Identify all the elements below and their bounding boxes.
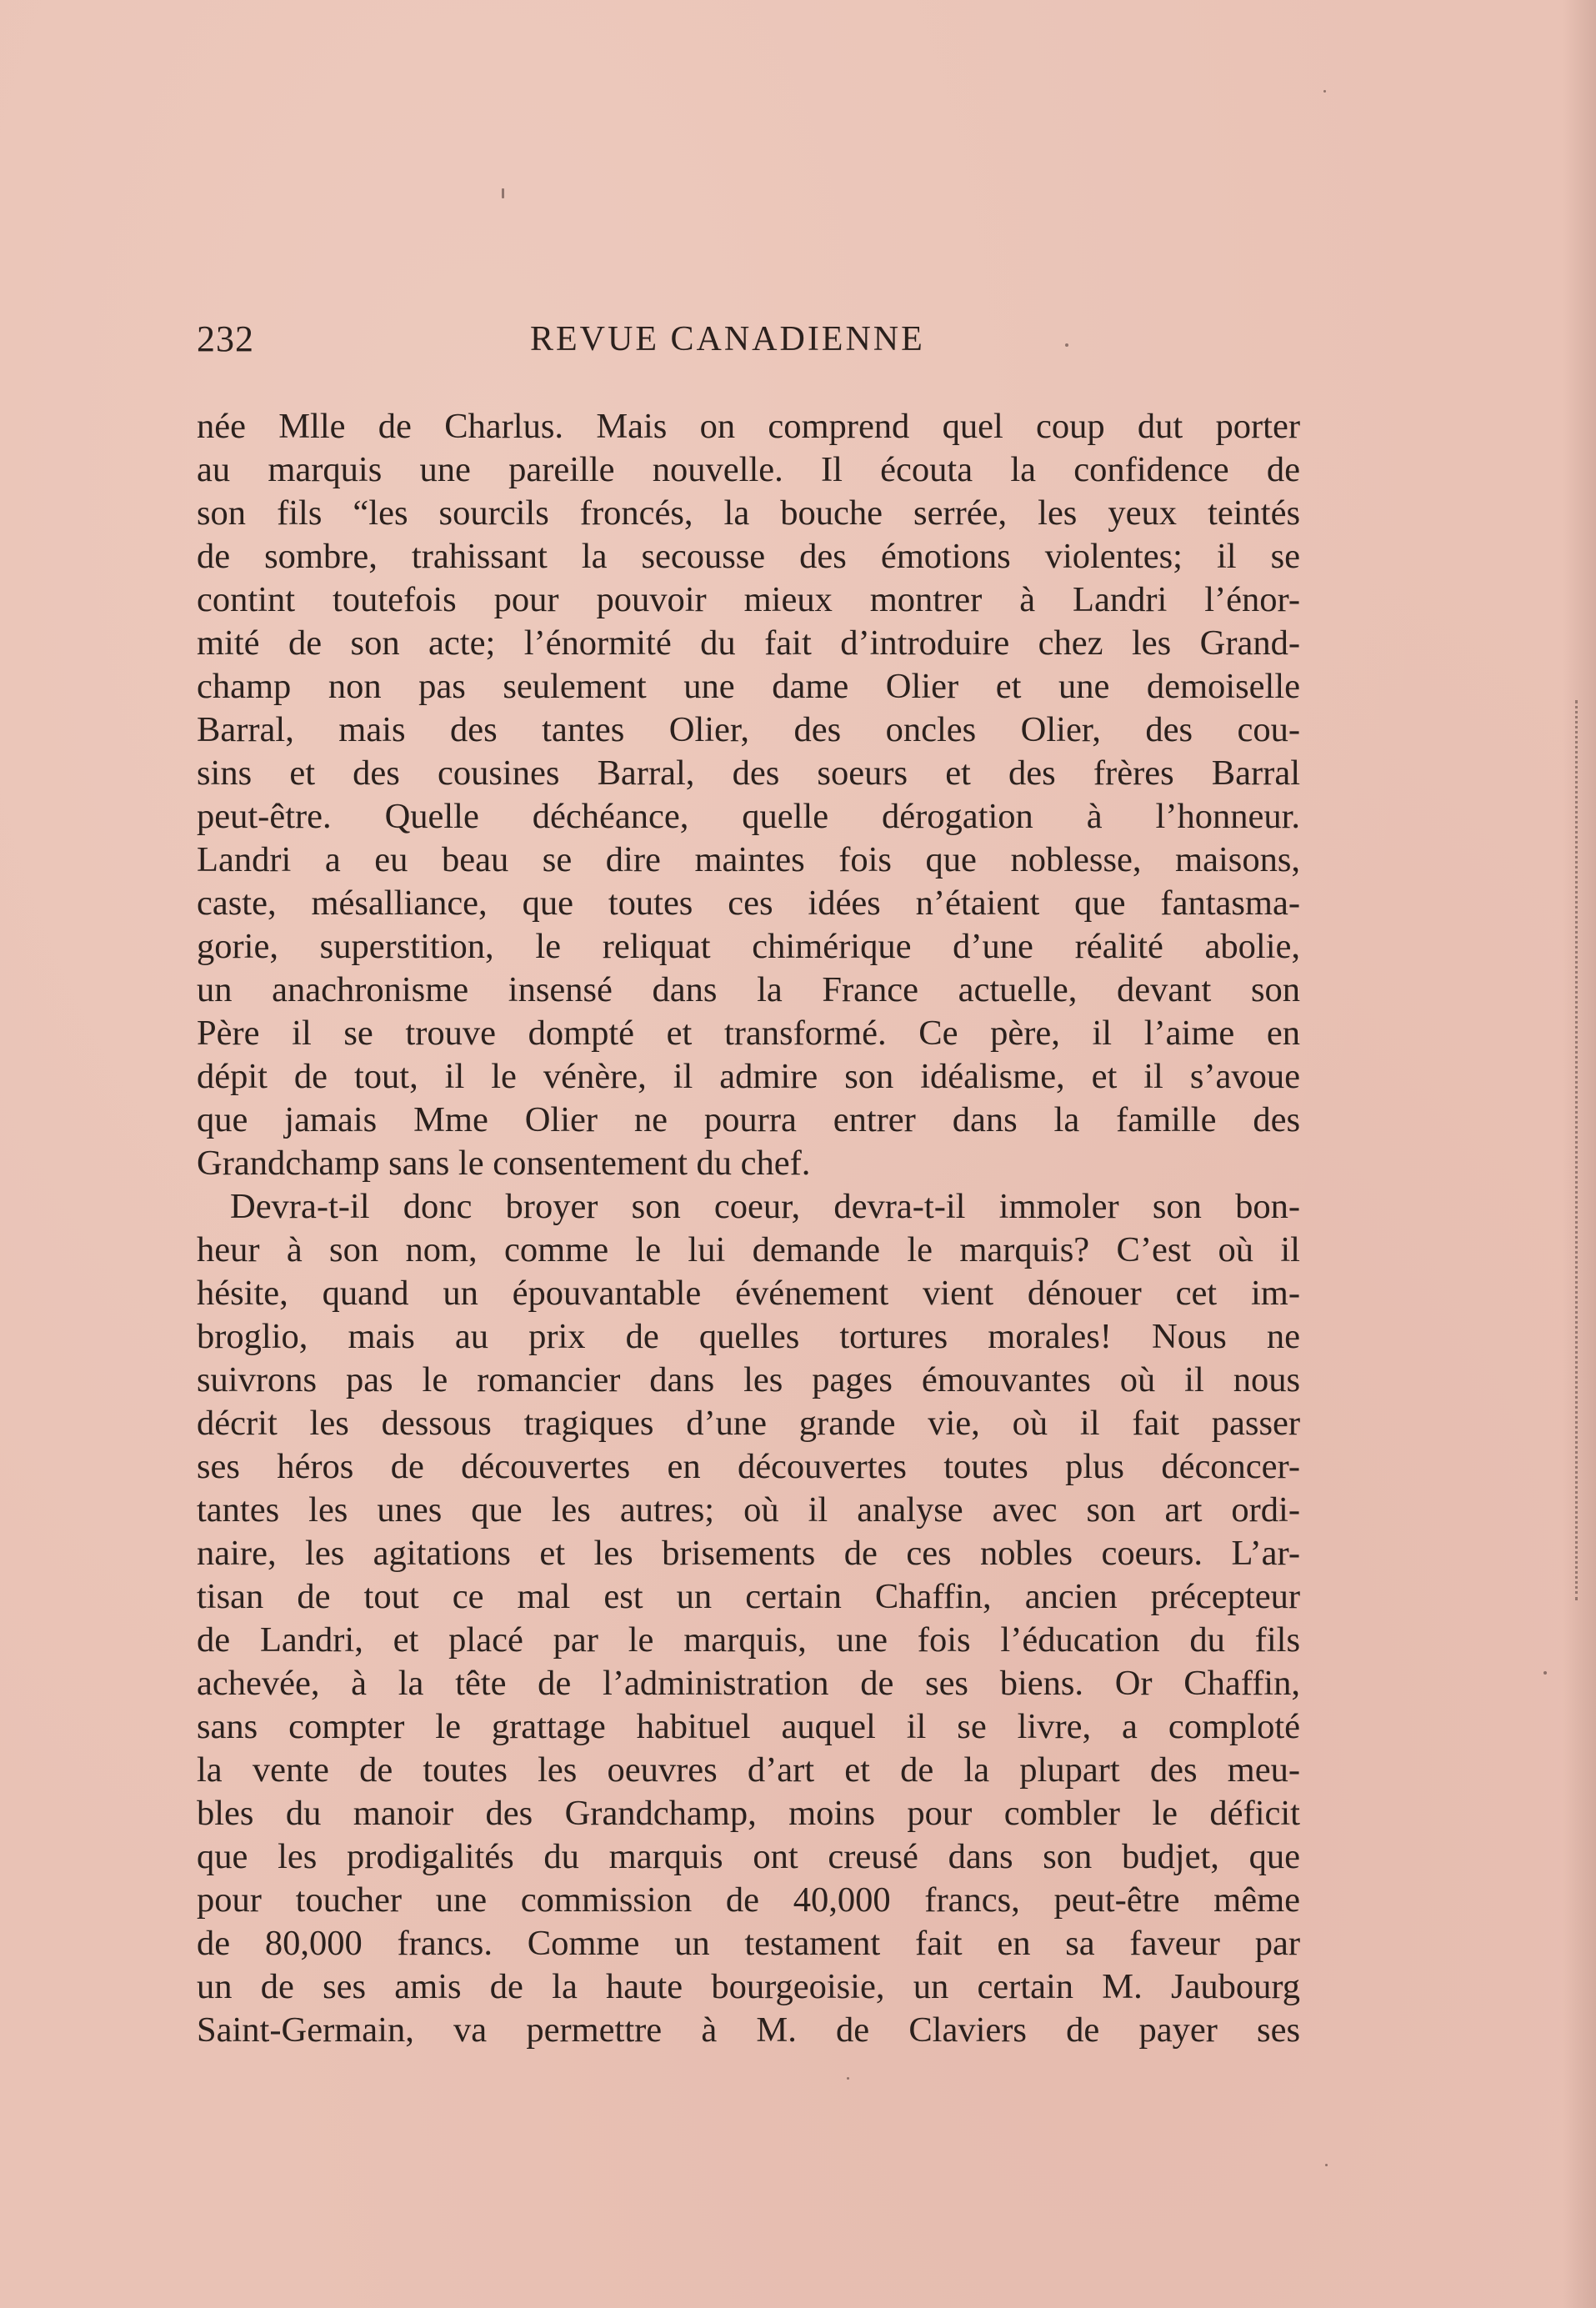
text-line: tantes les unes que les autres; où il analyse avec son art ordi- <box>197 1490 1300 1529</box>
text-line: la vente de toutes les oeuvres d’art et de la plupart des meu- <box>197 1750 1300 1790</box>
running-title: REVUE CANADIENNE <box>530 320 925 358</box>
text-line: gorie, superstition, le reliquat chimérique d’une réalité abolie, <box>197 927 1300 966</box>
text-line: bles du manoir des Grandchamp, moins pour combler le déficit <box>197 1794 1300 1833</box>
text-line: un de ses amis de la haute bourgeoisie, un certain M. Jaubourg <box>197 1967 1300 2006</box>
text-line: peut-être. Quelle déchéance, quelle dérogation à l’honneur. <box>197 797 1300 836</box>
page-number: 232 <box>197 318 254 359</box>
text-line: heur à son nom, comme le lui demande le marquis? C’est où il <box>197 1230 1300 1269</box>
ink-speck <box>1325 2164 1328 2166</box>
text-line: hésite, quand un épouvantable événement vient dénouer cet im- <box>197 1274 1300 1313</box>
text-line: suivrons pas le romancier dans les pages émouvantes où il nous <box>197 1360 1300 1399</box>
text-line: de 80,000 francs. Comme un testament fait en sa faveur par <box>197 1924 1300 1963</box>
text-line: que jamais Mme Olier ne pourra entrer dans la famille des <box>197 1100 1300 1139</box>
page-header <box>197 318 1305 360</box>
text-line: contint toutefois pour pouvoir mieux montrer à Landri l’énor- <box>197 580 1300 619</box>
text-line: que les prodigalités du marquis ont creusé dans son budjet, que <box>197 1837 1300 1876</box>
body-text <box>197 405 1300 2052</box>
text-line: Grandchamp sans le consentement du chef. <box>197 1144 811 1183</box>
ink-speck <box>502 188 504 198</box>
text-line: sins et des cousines Barral, des soeurs et des frères Barral <box>197 753 1300 793</box>
text-line: pour toucher une commission de 40,000 francs, peut-être même <box>197 1880 1300 1920</box>
text-line: de sombre, trahissant la secousse des émotions violentes; il se <box>197 537 1300 576</box>
ink-speck <box>847 2077 849 2080</box>
text-line: Barral, mais des tantes Olier, des oncles Olier, des cou- <box>197 710 1300 749</box>
text-line: Saint-Germain, va permettre à M. de Claviers de payer ses <box>197 2010 1300 2050</box>
text-line: broglio, mais au prix de quelles tortures morales! Nous ne <box>197 1317 1300 1356</box>
text-line: mité de son acte; l’énormité du fait d’introduire chez les Grand- <box>197 623 1300 663</box>
paragraph-1 <box>197 405 1300 1185</box>
text-line: Père il se trouve dompté et transformé. Ce père, il l’aime en <box>197 1014 1300 1053</box>
text-line: sans compter le grattage habituel auquel il se livre, a comploté <box>197 1707 1300 1746</box>
text-line: décrit les dessous tragiques d’une grande vie, où il fait passer <box>197 1404 1300 1443</box>
text-line: caste, mésalliance, que toutes ces idées n’étaient que fantasma- <box>197 884 1300 923</box>
text-line: tisan de tout ce mal est un certain Chaffin, ancien précepteur <box>197 1577 1300 1616</box>
ink-speck <box>1323 90 1326 93</box>
text-line: au marquis une pareille nouvelle. Il écouta la confidence de <box>197 450 1300 489</box>
text-line: champ non pas seulement une dame Olier et une demoiselle <box>197 667 1300 706</box>
binding-edge-marks <box>1575 700 1589 1600</box>
text-line: ses héros de découvertes en découvertes toutes plus déconcer- <box>197 1447 1300 1486</box>
text-line: achevée, à la tête de l’administration de ses biens. Or Chaffin, <box>197 1664 1300 1703</box>
text-line: son fils “les sourcils froncés, la bouche serrée, les yeux teintés <box>197 493 1300 533</box>
paragraph-2 <box>197 1185 1300 2052</box>
text-line: dépit de tout, il le vénère, il admire son idéalisme, et il s’avoue <box>197 1057 1300 1096</box>
text-line: de Landri, et placé par le marquis, une fois l’éducation du fils <box>197 1620 1300 1660</box>
text-line: Landri a eu beau se dire maintes fois que noblesse, maisons, <box>197 840 1300 879</box>
text-line: née Mlle de Charlus. Mais on comprend quel coup dut porter <box>197 407 1300 446</box>
text-line: Devra-t-il donc broyer son coeur, devra-t-il immoler son bon- <box>230 1187 1300 1226</box>
ink-speck <box>1543 1671 1547 1675</box>
text-line: naire, les agitations et les brisements de ces nobles coeurs. L’ar- <box>197 1534 1300 1573</box>
text-line: un anachronisme insensé dans la France actuelle, devant son <box>197 970 1300 1009</box>
